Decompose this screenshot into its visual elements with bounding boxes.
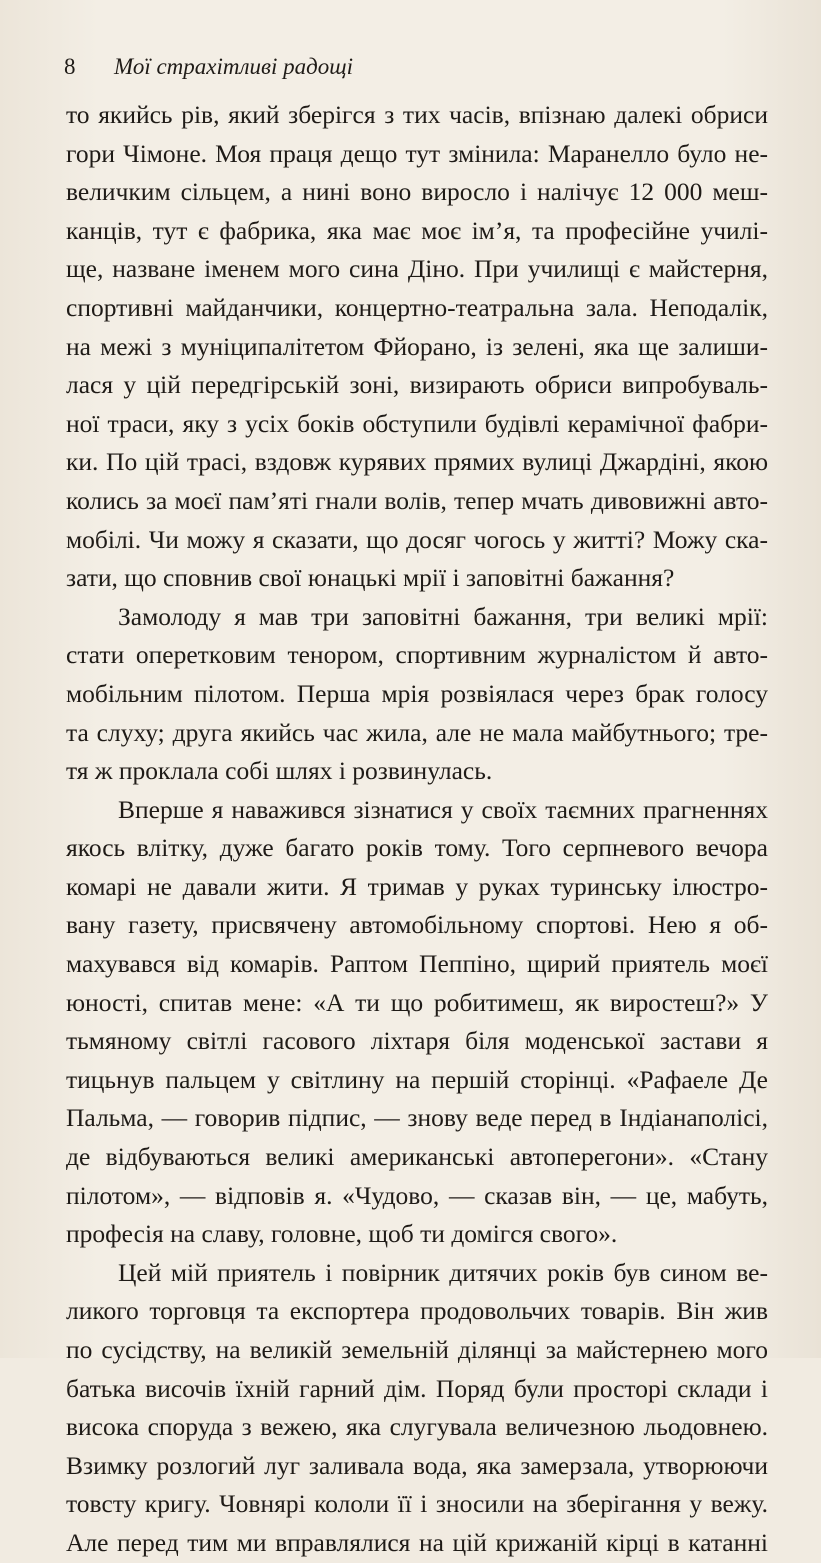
text-line: канців, тут є фабрика, яка має моє ім’я, та професійне училі- bbox=[66, 215, 768, 245]
text-line: по сусідству, на великій земельній ділянці за майстернею мого bbox=[66, 1335, 768, 1364]
text-line: Пальма, — говорив підпис, — знову веде перед в Індіанаполісі, bbox=[66, 1103, 768, 1133]
text-line: Вперше я наважився зізнатися у своїх таємних прагненнях bbox=[118, 794, 768, 824]
text-line: професія на славу, головне, щоб ти домігся свого». bbox=[66, 1219, 618, 1249]
running-header bbox=[64, 52, 353, 82]
text-line: колись за моєї пам’яті гнали волів, тепер мчать дивовижні авто- bbox=[66, 485, 768, 515]
text-line: Замолоду я мав три заповітні бажання, три великі мрії: bbox=[118, 601, 768, 631]
text-line: якось влітку, дуже багато років тому. Того серпневого вечора bbox=[66, 833, 768, 863]
text-line: зати, що сповнив свої юнацькі мрії і заповітні бажання? bbox=[66, 563, 675, 593]
book-title: Мої страхітливі радощі bbox=[114, 54, 354, 79]
text-line: мобілі. Чи можу я сказати, що досяг чогось у житті? Можу ска- bbox=[66, 524, 768, 554]
text-line: спортивні майданчики, концертно-театральна зала. Неподалік, bbox=[66, 292, 768, 322]
text-line: Взимку розлогий луг заливала вода, яка замерзала, утворюючи bbox=[66, 1450, 768, 1480]
text-line: махувався від комарів. Раптом Пеппіно, щирий приятель моєї bbox=[66, 949, 768, 979]
text-line: гори Чімоне. Моя праця дещо тут змінила: Маранелло було не- bbox=[66, 138, 768, 168]
text-line: Цей мій приятель і повірник дитячих років був сином ве- bbox=[118, 1257, 768, 1287]
text-line: Але перед тим ми вправлялися на цій крижаній кірці в катанні bbox=[66, 1527, 768, 1557]
text-line: ще, назване іменем мого сина Діно. При училищі є майстерня, bbox=[66, 254, 768, 284]
text-line: вану газету, присвячену автомобільному спортові. Нею я об- bbox=[66, 910, 768, 940]
text-line: де відбуваються великі американські автоперегони». «Стану bbox=[66, 1142, 768, 1172]
text-line: тицьнув пальцем у світлину на першій сторінці. «Рафаеле Де bbox=[66, 1064, 768, 1094]
text-line: та слуху; друга якийсь час жила, але не мала майбутнього; тре- bbox=[66, 717, 768, 747]
text-line: ки. По цій трасі, вздовж курявих прямих вулиці Джардіні, якою bbox=[66, 447, 768, 477]
text-line: величким сільцем, а нині воно виросло і налічує 12 000 меш- bbox=[66, 177, 768, 207]
text-line: то якийсь рів, який зберігся з тих часів, впізнаю далекі обриси bbox=[66, 100, 768, 129]
text-line: ликого торговця та експортера продовольчих товарів. Він жив bbox=[66, 1296, 768, 1326]
text-line: на межі з муніципалітетом Фйорано, із зелені, яка ще залиши- bbox=[66, 331, 768, 361]
text-line: мобільним пілотом. Перша мрія розвіялася через брак голосу bbox=[66, 678, 768, 708]
text-line: пілотом», — відповів я. «Чудово, — сказав він, — це, мабуть, bbox=[66, 1180, 768, 1210]
text-line: тя ж проклала собі шлях і розвинулась. bbox=[66, 756, 493, 786]
body-text bbox=[66, 96, 768, 1563]
text-line: висока споруда з вежею, яка слугувала величезною льодовнею. bbox=[66, 1412, 768, 1442]
text-line: стати опереткoвим тенором, спортивним журналістом й авто- bbox=[66, 640, 768, 670]
text-line: юності, спитав мене: «А ти що робитимеш, як виростеш?» У bbox=[66, 987, 768, 1017]
text-line: лася у цій передгірській зоні, визирають обриси випробуваль- bbox=[66, 370, 768, 400]
text-line: батька височів їхній гарний дім. Поряд були просторі склади і bbox=[66, 1373, 768, 1403]
text-line: ної траси, яку з усіх боків обступили будівлі керамічної фабри- bbox=[66, 408, 768, 438]
text-line: тьмяному світлі гасового ліхтаря біля моденської застави я bbox=[66, 1026, 768, 1056]
page-number: 8 bbox=[64, 54, 76, 79]
text-line: товсту кригу. Човнярі кололи її і зносили на зберігання у вежу. bbox=[66, 1489, 768, 1519]
text-line: комарі не давали жити. Я тримав у руках туринську ілюстро- bbox=[66, 871, 768, 901]
